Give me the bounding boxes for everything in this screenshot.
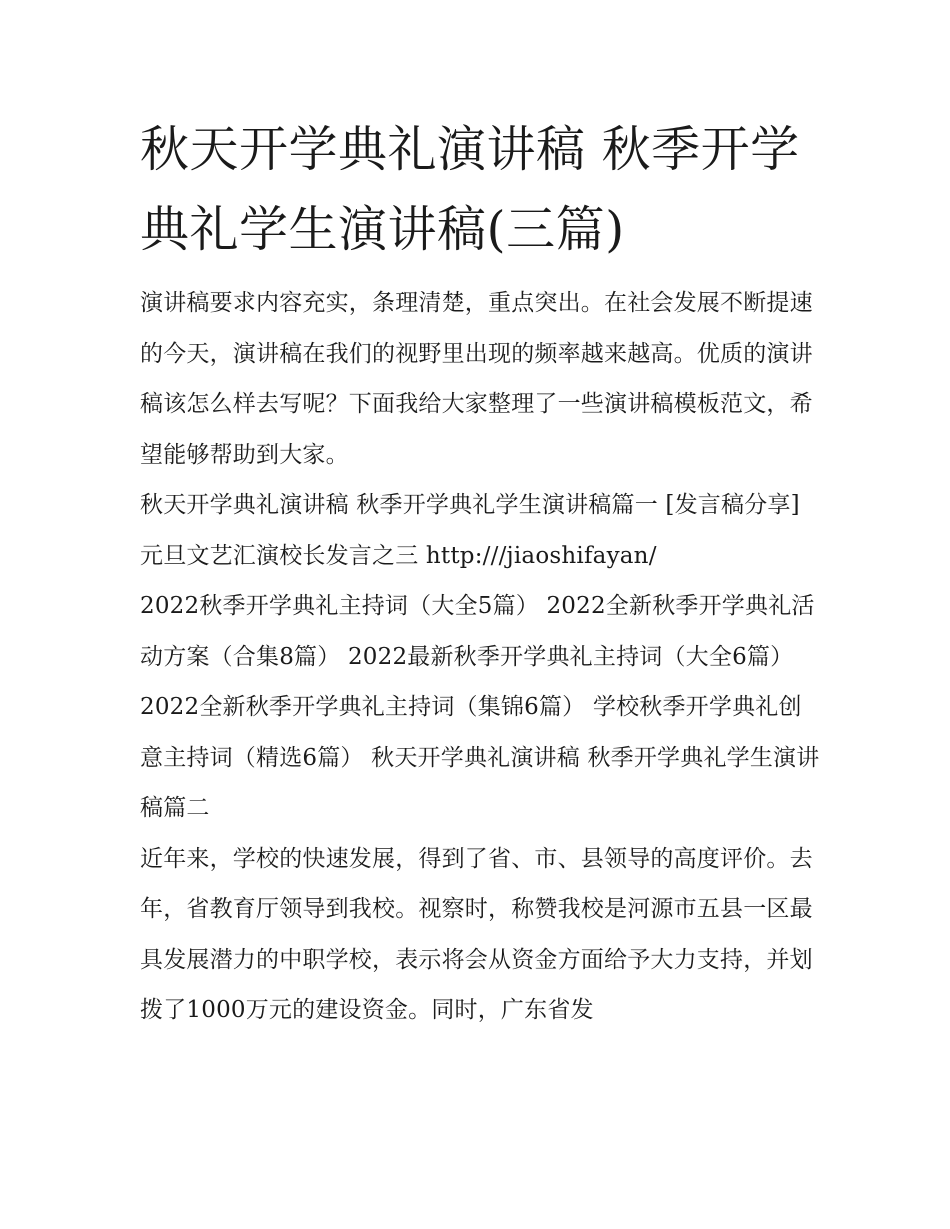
- paragraph-section-one: 秋天开学典礼演讲稿 秋季开学典礼学生演讲稿篇一 [发言稿分享] 元旦文艺汇演校长发言之三 http:///jiaoshifayan/: [140, 492, 800, 569]
- document-page: [140, 110, 820, 1036]
- paragraph-body: 近年来，学校的快速发展，得到了省、市、县领导的高度评价。去年，省教育厅领导到我校。视察时，称赞我校是河源市五县一区最具发展潜力的中职学校，表示将会从资金方面给予大力支持，并划拨了1000万元的建设资金。同时，广东省发: [140, 845, 813, 1023]
- document-title: 秋天开学典礼演讲稿 秋季开学典礼学生演讲稿(三篇): [140, 121, 800, 258]
- paragraph-intro: 演讲稿要求内容充实，条理清楚，重点突出。在社会发展不断提速的今天，演讲稿在我们的视野里出现的频率越来越高。优质的演讲稿该怎么样去写呢？下面我给大家整理了一些演讲稿模板范文，希望能够帮助到大家。: [140, 290, 813, 468]
- paragraph-related-links-2: 2022全新秋季开学典礼主持词（集锦6篇） 学校秋季开学典礼创意主持词（精选6篇） 秋天开学典礼演讲稿 秋季开学典礼学生演讲稿篇二: [140, 694, 820, 821]
- paragraph-related-links-1: 2022秋季开学典礼主持词（大全5篇） 2022全新秋季开学典礼活动方案（合集8篇） 2022最新秋季开学典礼主持词（大全6篇）: [140, 593, 815, 670]
